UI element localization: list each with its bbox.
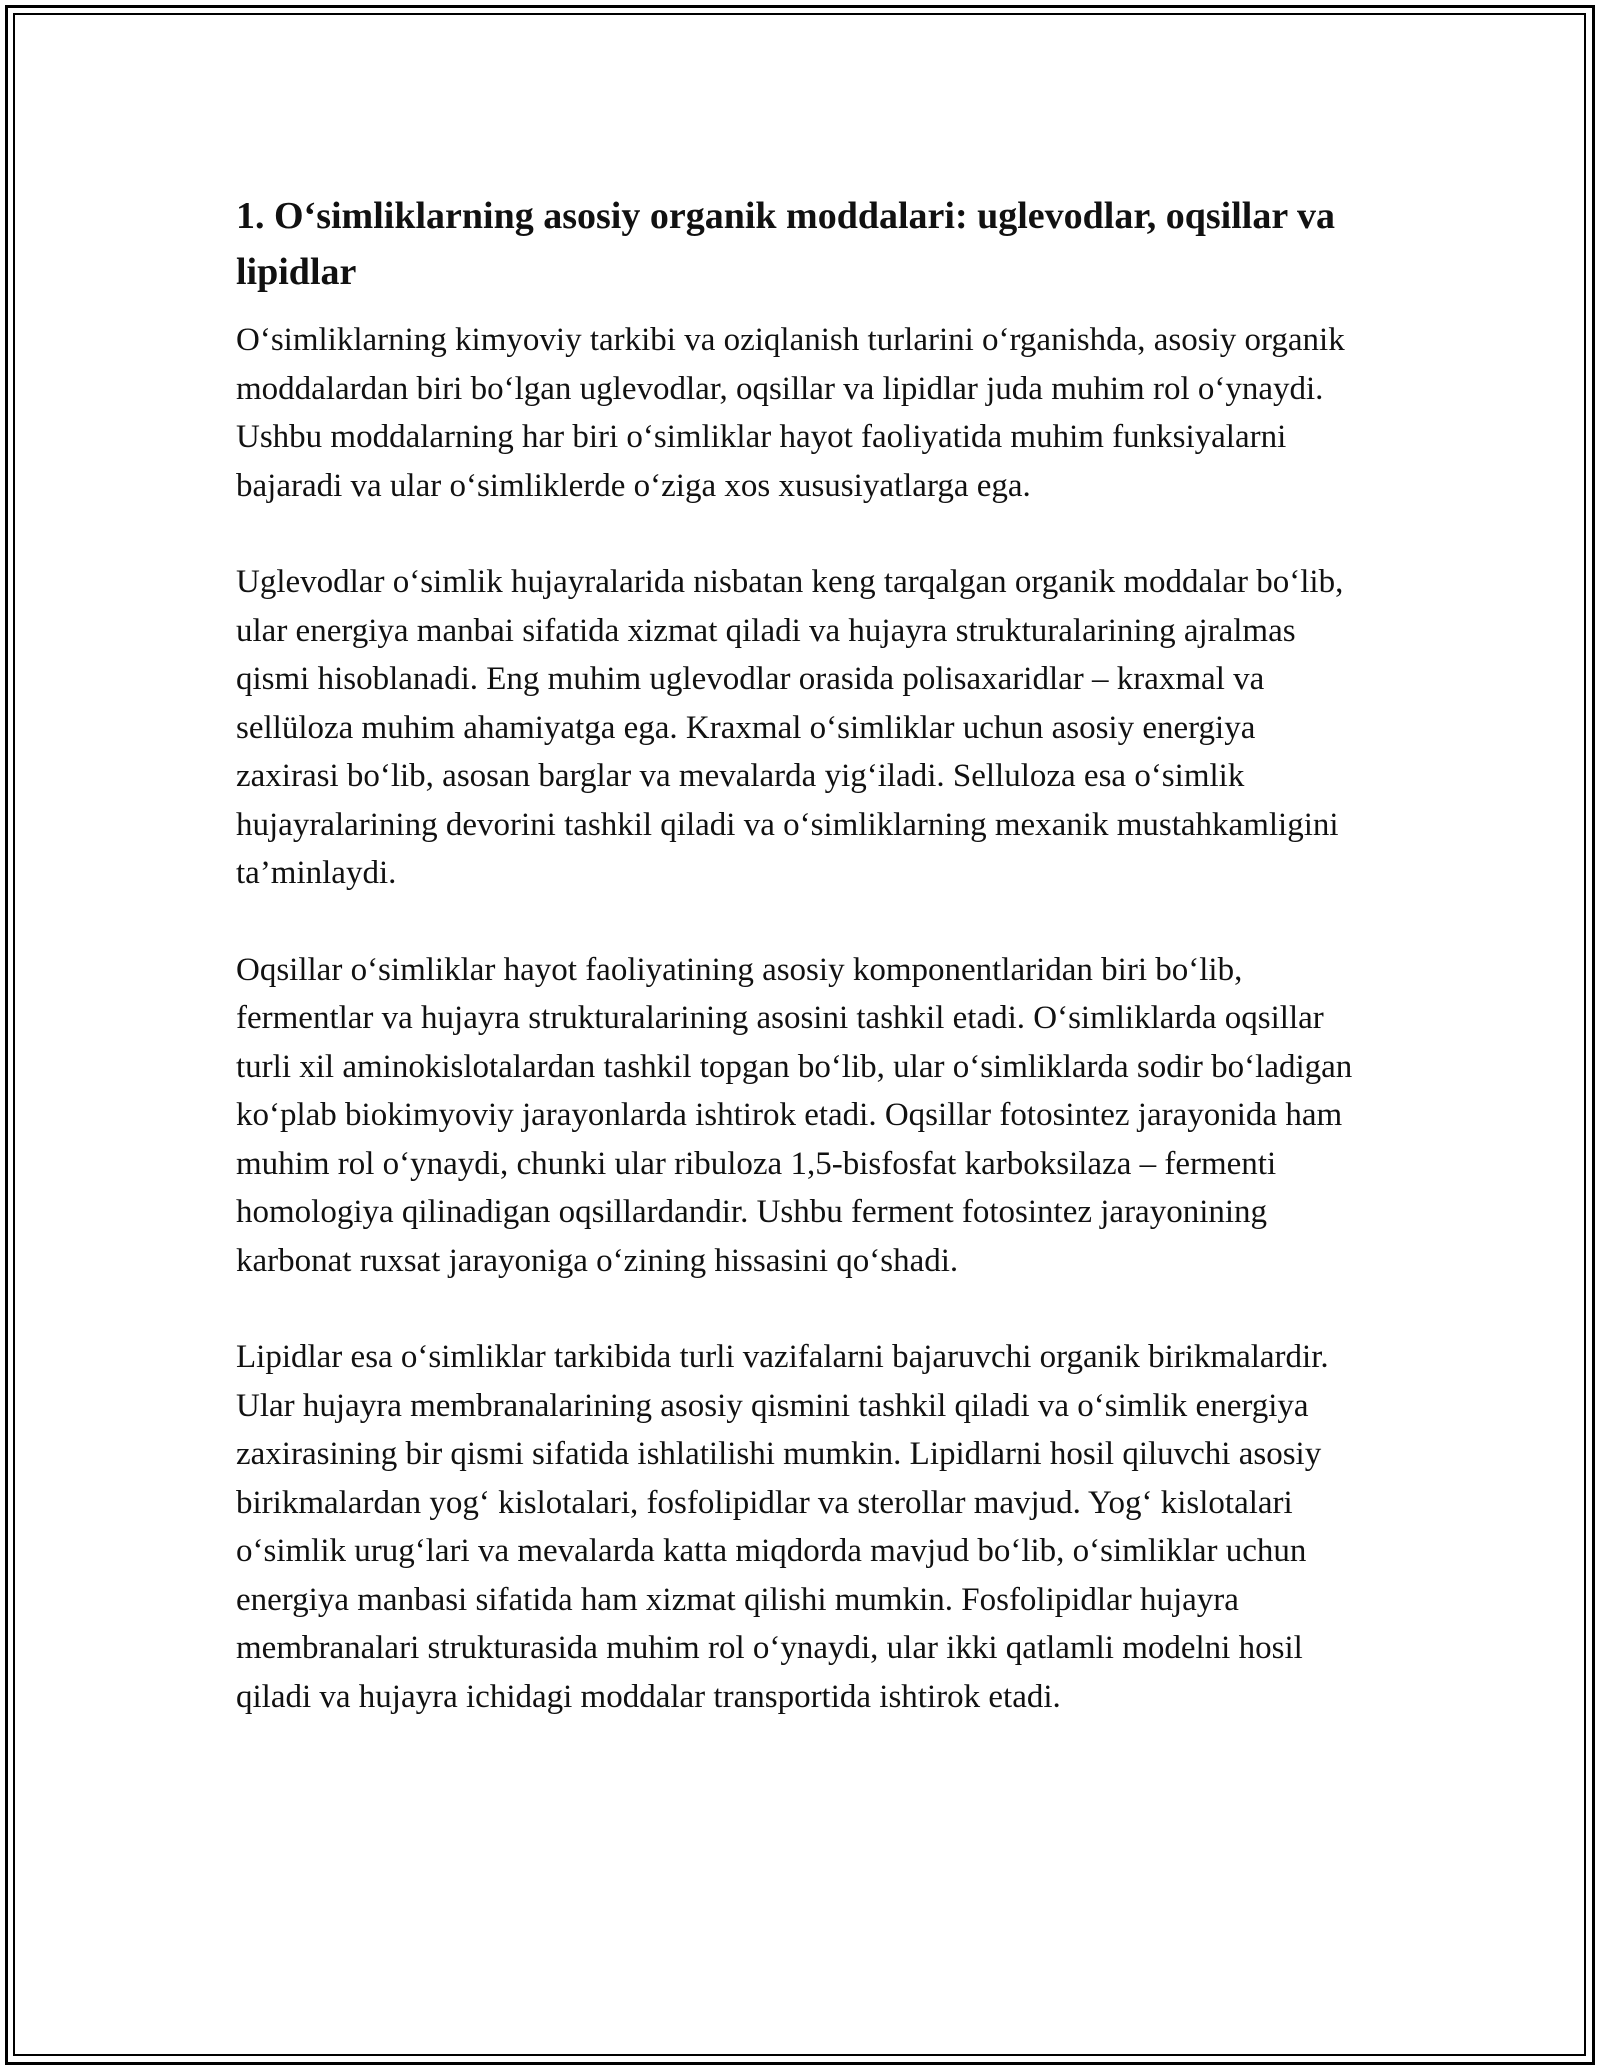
section-heading: 1. O‘simliklarning asosiy organik moddalari: uglevodlar, oqsillar va lipidlar [236,195,1335,293]
paragraph-carbohydrates: Uglevodlar o‘simlik hujayralarida nisbatan keng tarqalgan organik moddalar bo‘lib, ular energiya manbai sifatida xizmat qiladi va hujayra strukturalarining ajralmas qismi hisoblanadi. Eng muhim uglevodlar orasida polisaxaridlar – kraxmal va sellüloza muhim ahamiyatga ega. Kraxmal o‘simliklar uchun asosiy energiya zaxirasi bo‘lib, asosan barglar va mevalarda yig‘iladi. Selluloza esa o‘simlik hujayralarining devorini tashkil qiladi va o‘simliklarning mexanik mustahkamligini ta’minlaydi. [236,564,1344,891]
paragraph-lipids: Lipidlar esa o‘simliklar tarkibida turli vazifalarni bajaruvchi organik birikmalardir. Ular hujayra membranalarining asosiy qismini tashkil qiladi va o‘simlik energiya zaxirasining bir qismi sifatida ishlatilishi mumkin. Lipidlarni hosil qiluvchi asosiy birikmalardan yog‘ kislotalari, fosfolipidlar va sterollar mavjud. Yog‘ kislotalari o‘simlik urug‘lari va mevalarda katta miqdorda mavjud bo‘lib, o‘simliklar uchun energiya manbasi sifatida ham xizmat qilishi mumkin. Fosfolipidlar hujayra membranalari strukturasida muhim rol o‘ynaydi, ular ikki qatlamli modelni hosil qiladi va hujayra ichidagi moddalar transportida ishtirok etadi. [236,1339,1329,1715]
paragraph-proteins: Oqsillar o‘simliklar hayot faoliyatining asosiy komponentlaridan biri bo‘lib, fermentlar va hujayra strukturalarining asosini tashkil etadi. O‘simliklarda oqsillar turli xil aminokislotalardan tashkil topgan bo‘lib, ular o‘simliklarda sodir bo‘ladigan ko‘plab biokimyoviy jarayonlarda ishtirok etadi. Oqsillar fotosintez jarayonida ham muhim rol o‘ynaydi, chunki ular ribuloza 1,5-bisfosfat karboksilaza – fermenti homologiya qilinadigan oqsillardandir. Ushbu ferment fotosintez jarayonining karbonat ruxsat jarayoniga o‘zining hissasini qo‘shadi. [236,951,1353,1279]
document-body [236,188,1366,1721]
paragraph-intro: O‘simliklarning kimyoviy tarkibi va oziqlanish turlarini o‘rganishda, asosiy organik moddalardan biri bo‘lgan uglevodlar, oqsillar va lipidlar juda muhim rol o‘ynaydi. Ushbu moddalarning har biri o‘simliklar hayot faoliyatida muhim funksiyalarni bajaradi va ular o‘simliklerde o‘ziga xos xususiyatlarga ega. [236,322,1345,504]
